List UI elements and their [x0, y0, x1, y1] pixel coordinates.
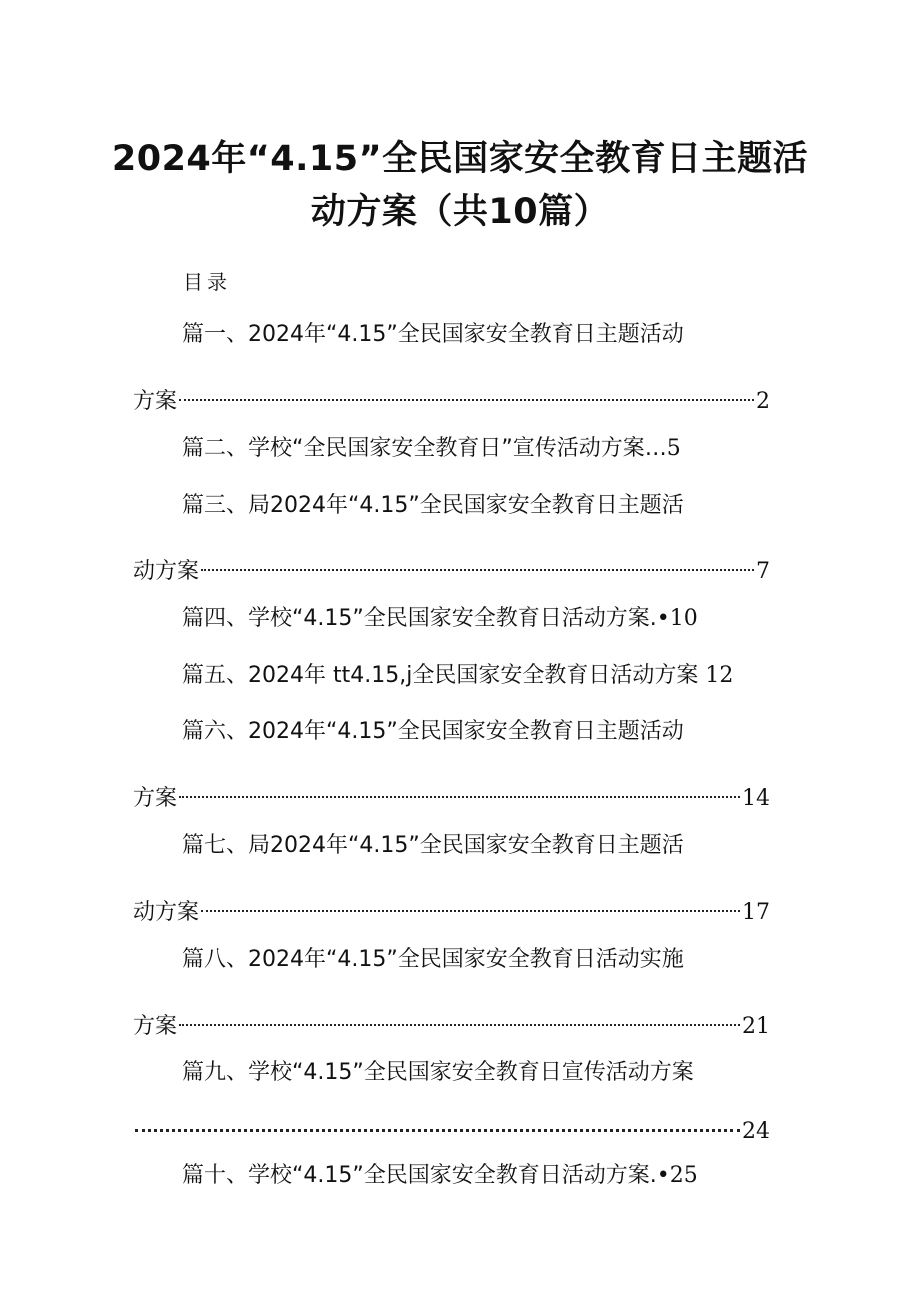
toc-leader-dots: [199, 546, 756, 578]
toc-page-number: 12: [705, 663, 734, 688]
toc-entry-7[interactable]: 篇七、局2024年“4.15”全民国家安全教育日主题活: [182, 833, 684, 858]
document-title-line-1: 2024年“4.15”全民国家安全教育日主题活: [111, 139, 809, 179]
toc-page-number: 21: [742, 1014, 770, 1039]
toc-page-number: 25: [669, 1163, 698, 1188]
toc-entry-2[interactable]: [182, 433, 681, 465]
toc-heading: 目录: [183, 270, 231, 294]
toc-page-number: 17: [742, 900, 770, 925]
toc-entry-3-continuation[interactable]: [133, 546, 770, 584]
toc-leader-dots: [177, 376, 756, 408]
document-title-line-2: 动方案（共10篇）: [310, 192, 610, 232]
toc-entry-7-cont-text: 动方案: [133, 900, 200, 925]
toc-page-number: 24: [742, 1119, 770, 1144]
toc-entry-5[interactable]: [182, 660, 733, 692]
toc-entry-10-text: 篇十、学校“4.15”全民国家安全教育日活动方案.•: [182, 1163, 670, 1188]
toc-entry-1-cont-text: 方案: [133, 389, 178, 414]
toc-entry-5-text: 篇五、2024年 tt4.15,j全民国家安全教育日活动方案: [182, 663, 699, 688]
toc-leader-dots: [199, 887, 742, 919]
toc-entry-9-continuation[interactable]: [133, 1106, 770, 1144]
toc-entry-10[interactable]: [182, 1160, 698, 1192]
toc-leader-dots: [133, 1106, 742, 1138]
toc-entry-1-continuation[interactable]: [133, 376, 770, 414]
toc-page-number: 14: [742, 786, 770, 811]
toc-entry-6[interactable]: 篇六、2024年“4.15”全民国家安全教育日主题活动: [182, 719, 684, 744]
toc-leader-dots: [177, 773, 742, 805]
toc-page-number: 7: [756, 559, 770, 584]
toc-entry-9[interactable]: 篇九、学校“4.15”全民国家安全教育日宣传活动方案: [182, 1060, 694, 1085]
toc-entry-6-cont-text: 方案: [133, 786, 178, 811]
toc-entry-3-cont-text: 动方案: [133, 559, 200, 584]
toc-page-number: 2: [756, 389, 770, 414]
toc-entry-8-continuation[interactable]: [133, 1001, 770, 1039]
toc-entry-4-text: 篇四、学校“4.15”全民国家安全教育日活动方案.•: [182, 606, 670, 631]
toc-entry-8[interactable]: 篇八、2024年“4.15”全民国家安全教育日活动实施: [182, 947, 684, 972]
toc-entry-7-continuation[interactable]: [133, 887, 770, 925]
toc-entry-1[interactable]: 篇一、2024年“4.15”全民国家安全教育日主题活动: [182, 322, 684, 347]
toc-entry-3[interactable]: 篇三、局2024年“4.15”全民国家安全教育日主题活: [182, 493, 684, 518]
toc-page-number: 10: [669, 606, 698, 631]
toc-entry-2-text: 篇二、学校“全民国家安全教育日”宣传活动方案…: [182, 436, 667, 461]
toc-entry-8-cont-text: 方案: [133, 1014, 178, 1039]
toc-page-number: 5: [666, 436, 681, 461]
toc-entry-6-continuation[interactable]: [133, 773, 770, 811]
toc-leader-dots: [177, 1001, 742, 1033]
toc-entry-4[interactable]: [182, 603, 698, 635]
